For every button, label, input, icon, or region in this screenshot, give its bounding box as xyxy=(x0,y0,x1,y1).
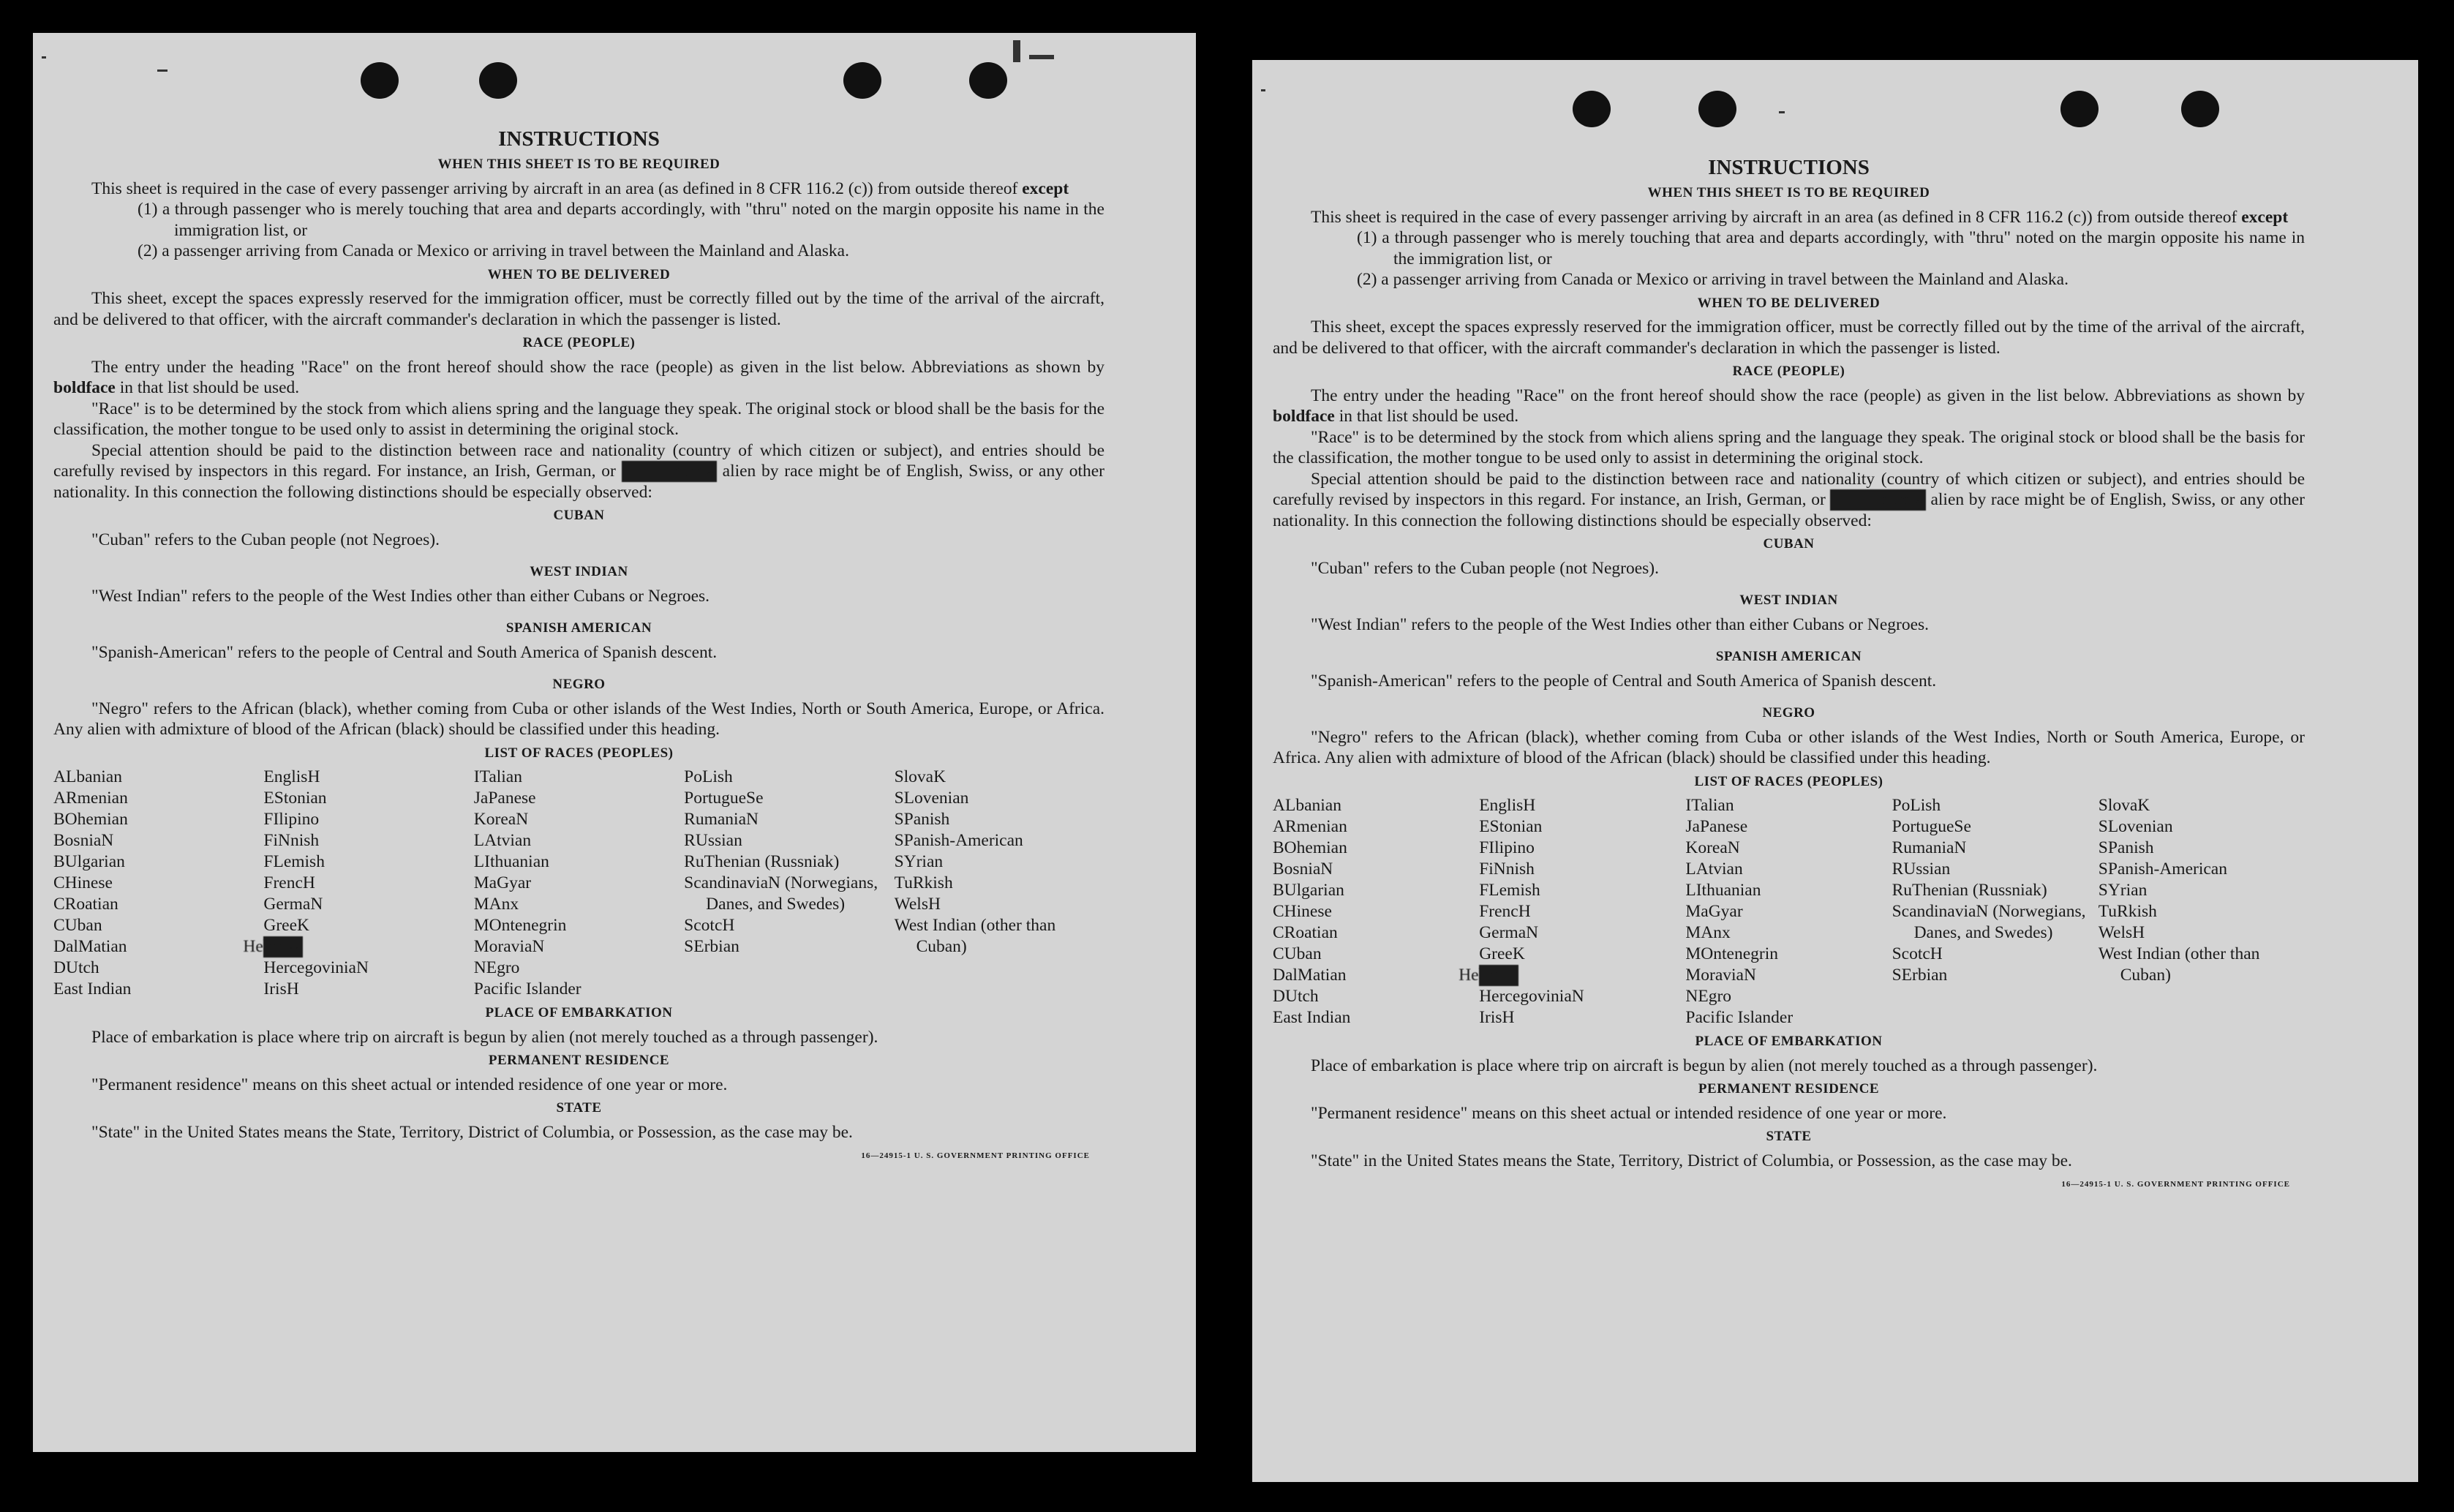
race-entry: FrencH xyxy=(263,873,315,892)
race-entry: LAtvian xyxy=(473,831,532,850)
race-entry: ARmenian xyxy=(1273,817,1347,836)
race-entry: West Indian (other than Cuban) xyxy=(894,916,1056,956)
race-entry: FLemish xyxy=(263,852,325,871)
heading-negro: NEGRO xyxy=(1762,705,1815,721)
redacted-word: HebreW xyxy=(1459,966,1517,985)
race-paragraph-3 xyxy=(53,440,1104,503)
negro-paragraph: "Negro" refers to the African (black), whether coming from Cuba or other islands of the West Indies, North or South America, Europe, or Africa. Any alien with admixture of blood of the African (black) should be classified under this heading. xyxy=(1273,727,2305,767)
residence-paragraph: "Permanent residence" means on this sheet actual or intended residence of one year or more. xyxy=(91,1075,728,1094)
race-entry: MAnx xyxy=(473,895,519,914)
race-entry: West Indian (other than Cuban) xyxy=(2098,944,2260,985)
race-entry: DUtch xyxy=(1273,987,1319,1006)
punch-hole xyxy=(2181,91,2219,127)
race-entry: CHinese xyxy=(1273,902,1332,921)
race-p3-text: Special attention should be paid to the distinction between race and nationality (country of which citizen or subject), and entries should be carefully revised by inspectors in this regard. For instance, an Irish, German, or xyxy=(1273,469,2305,509)
spanish-american-paragraph: "Spanish-American" refers to the people of Central and South America of Spanish descent. xyxy=(91,642,718,662)
race-paragraph-2: "Race" is to be determined by the stock from which aliens spring and the language they speak. The original stock or blood shall be the basis for the classification, the mother tongue to be used only to assist in determining the original stock. xyxy=(1273,427,2305,467)
race-entry xyxy=(1459,965,1685,986)
race-entry: RUssian xyxy=(1892,860,1951,879)
race-entry: RUssian xyxy=(684,831,742,850)
race-entry: NEgro xyxy=(1685,987,1732,1006)
race-p1-bold: boldface xyxy=(1273,407,1335,426)
punch-hole xyxy=(361,62,399,99)
race-p1-end: in that list should be used. xyxy=(1334,407,1519,426)
race-entry: BUlgarian xyxy=(53,852,125,871)
race-entry: SlovaK xyxy=(894,767,946,786)
state-paragraph: "State" in the United States means the State, Territory, District of Columbia, or Possession, as the case may be. xyxy=(91,1122,853,1142)
punch-hole xyxy=(2060,91,2099,127)
heading-embarkation: PLACE OF EMBARKATION xyxy=(485,1005,673,1020)
heading-cuban: CUBAN xyxy=(553,508,605,523)
heading-spanish-american: SPANISH AMERICAN xyxy=(505,620,652,636)
intro-text: This sheet is required in the case of every passenger arriving by aircraft in an area (as defined in 8 CFR 116.2 (c)) from outside thereof xyxy=(1311,207,2242,227)
race-entry: MaGyar xyxy=(1685,902,1743,921)
race-entry: GermaN xyxy=(263,895,323,914)
heading-spanish-american: SPANISH AMERICAN xyxy=(1715,649,1862,664)
race-p1-bold: boldface xyxy=(53,378,116,397)
race-entry: BosniaN xyxy=(53,831,114,850)
page-title: INSTRUCTIONS xyxy=(498,127,660,151)
cuban-paragraph: "Cuban" refers to the Cuban people (not Negroes). xyxy=(91,530,440,549)
heading-residence: PERMANENT RESIDENCE xyxy=(488,1053,670,1068)
race-entry: BUlgarian xyxy=(1273,881,1344,900)
race-paragraph-1 xyxy=(1273,385,2305,427)
race-entry: SLovenian xyxy=(894,789,969,808)
heading-west-indian: WEST INDIAN xyxy=(1739,593,1838,608)
race-entry: EStonian xyxy=(263,789,327,808)
race-entry: SErbian xyxy=(1892,966,1948,985)
race-entry: MoraviaN xyxy=(473,937,545,956)
race-entry: JaPanese xyxy=(1685,817,1748,836)
race-entry: HercegoviniaN xyxy=(263,958,369,977)
exception-item-1: (1) a through passenger who is merely touching that area and departs accordingly, with "thru" noted on the margin opposite his name in the immigration list, or xyxy=(138,200,1104,240)
race-entry: ALbanian xyxy=(1273,796,1341,815)
race-entry: CRoatian xyxy=(1273,923,1338,942)
race-entry: SlovaK xyxy=(2098,796,2150,815)
race-entry xyxy=(243,936,473,958)
race-entry: FIlipino xyxy=(263,810,320,829)
race-entry: SLovenian xyxy=(2098,817,2173,836)
race-entry: FrencH xyxy=(1479,902,1531,921)
delivered-paragraph: This sheet, except the spaces expressly reserved for the immigration officer, must be correctly filled out by the time of the arrival of the aircraft, and be delivered to that officer, with the aircraft commander's declaration in which the passenger is listed. xyxy=(53,289,1104,329)
race-entry: TuRkish xyxy=(894,873,953,892)
race-entry: PortugueSe xyxy=(1892,817,1971,836)
heading-negro: NEGRO xyxy=(552,677,606,692)
paper-speck xyxy=(42,56,46,59)
embarkation-paragraph: Place of embarkation is place where trip on aircraft is begun by alien (not merely touched as a through passenger). xyxy=(1311,1056,2098,1075)
race-entry: TuRkish xyxy=(2098,902,2157,921)
race-entry: WelsH xyxy=(894,895,941,914)
race-entry: SPanish-American xyxy=(894,831,1023,850)
race-entry: EnglisH xyxy=(263,767,320,786)
race-entry: EnglisH xyxy=(1479,796,1536,815)
race-entry: PoLish xyxy=(684,767,733,786)
west-indian-paragraph: "West Indian" refers to the people of the West Indies other than either Cubans or Negroes. xyxy=(1311,614,1930,634)
race-entry: FIlipino xyxy=(1479,838,1535,857)
race-entry: PoLish xyxy=(1892,796,1941,815)
paper-speck xyxy=(1029,55,1054,59)
race-entry: CRoatian xyxy=(53,895,118,914)
races-column xyxy=(1892,795,2099,1028)
sheet-content xyxy=(53,127,1104,1167)
race-entry: EStonian xyxy=(1479,817,1543,836)
heading-embarkation: PLACE OF EMBARKATION xyxy=(1695,1034,1883,1049)
race-entry: GermaN xyxy=(1479,923,1539,942)
race-entry: ScandinaviaN (Norwegians, Danes, and Swedes) xyxy=(1892,902,2086,942)
west-indian-paragraph: "West Indian" refers to the people of the West Indies other than either Cubans or Negroes. xyxy=(91,586,710,606)
heading-race: RACE (PEOPLE) xyxy=(522,335,636,350)
races-column xyxy=(53,767,263,1000)
race-entry: ARmenian xyxy=(53,789,128,808)
redacted-word: Hebrew xyxy=(1830,489,1925,511)
heading-when-required: WHEN THIS SHEET IS TO BE REQUIRED xyxy=(1647,185,1930,200)
race-entry: BOhemian xyxy=(1273,838,1347,857)
heading-when-required: WHEN THIS SHEET IS TO BE REQUIRED xyxy=(437,157,720,172)
race-entry: FiNnish xyxy=(263,831,320,850)
intro-text: This sheet is required in the case of every passenger arriving by aircraft in an area (as defined in 8 CFR 116.2 (c)) from outside thereof xyxy=(91,178,1023,198)
cuban-paragraph: "Cuban" refers to the Cuban people (not Negroes). xyxy=(1311,558,1659,578)
race-entry: SYrian xyxy=(2098,881,2148,900)
heading-when-delivered: WHEN TO BE DELIVERED xyxy=(487,266,671,282)
heading-races-list: LIST OF RACES (PEOPLES) xyxy=(484,745,674,761)
race-entry: BosniaN xyxy=(1273,860,1333,879)
race-entry: ScotcH xyxy=(684,916,735,935)
race-entry: Pacific Islander xyxy=(1685,1008,1794,1027)
redacted-word: Hebrew xyxy=(622,461,717,482)
race-entry: ITalian xyxy=(1685,796,1734,815)
race-paragraph-3 xyxy=(1273,469,2305,532)
page-title: INSTRUCTIONS xyxy=(1708,156,1870,179)
heading-cuban: CUBAN xyxy=(1763,536,1815,552)
heading-state: STATE xyxy=(1766,1129,1812,1144)
intro-except: except xyxy=(1022,178,1069,198)
exception-item-2: (2) a passenger arriving from Canada or Mexico or arriving in travel between the Mainland and Alaska. xyxy=(138,241,849,260)
races-list xyxy=(1273,795,2305,1028)
race-entry: SPanish xyxy=(2098,838,2154,857)
races-column xyxy=(474,767,684,1000)
race-p3-text: Special attention should be paid to the distinction between race and nationality (country of which citizen or subject), and entries should be carefully revised by inspectors in this regard. For instance, an Irish, German, or xyxy=(53,440,1104,481)
race-entry: DUtch xyxy=(53,958,99,977)
race-p3-end: alien by race might be of English, Swiss, or any other nationality. In this connection the following distinctions should be especially observed: xyxy=(1273,490,2305,530)
race-entry: MOntenegrin xyxy=(1685,944,1778,963)
punch-hole xyxy=(1573,91,1611,127)
instruction-sheet-left xyxy=(33,33,1196,1452)
heading-state: STATE xyxy=(556,1100,602,1116)
imprint-line xyxy=(53,1143,1104,1167)
heading-races-list: LIST OF RACES (PEOPLES) xyxy=(1694,773,1883,789)
punch-hole xyxy=(479,62,517,99)
race-entry: LAtvian xyxy=(1685,860,1743,879)
race-entry: MoraviaN xyxy=(1685,966,1756,985)
race-entry: GreeK xyxy=(263,916,310,935)
heading-when-delivered: WHEN TO BE DELIVERED xyxy=(1697,295,1881,311)
race-p1-text: The entry under the heading "Race" on the front hereof should show the race (people) as given in the list below. Abbreviations as shown by xyxy=(91,357,1104,377)
race-entry: RuThenian (Russniak) xyxy=(1892,881,2047,900)
race-entry: RumaniaN xyxy=(1892,838,1967,857)
race-p1-end: in that list should be used. xyxy=(115,378,300,397)
race-entry: East Indian xyxy=(1273,1008,1351,1027)
race-entry: RumaniaN xyxy=(684,810,759,829)
race-entry: ITalian xyxy=(473,767,522,786)
instruction-sheet-right xyxy=(1252,60,2418,1482)
race-entry: DalMatian xyxy=(1273,966,1347,985)
negro-paragraph: "Negro" refers to the African (black), whether coming from Cuba or other islands of the West Indies, North or South America, Europe, or Africa. Any alien with admixture of blood of the African (black) should be classified under this heading. xyxy=(53,699,1104,739)
race-entry: DalMatian xyxy=(53,937,127,956)
redacted-word: HebreW xyxy=(243,937,301,956)
delivered-paragraph: This sheet, except the spaces expressly reserved for the immigration officer, must be correctly filled out by the time of the arrival of the aircraft, and be delivered to that officer, with the aircraft commander's declaration in which the passenger is listed. xyxy=(1273,317,2305,358)
race-entry: SYrian xyxy=(894,852,944,871)
residence-paragraph: "Permanent residence" means on this sheet actual or intended residence of one year or more. xyxy=(1311,1103,1947,1123)
race-entry: BOhemian xyxy=(53,810,128,829)
intro-paragraph xyxy=(1273,207,2305,228)
races-column xyxy=(895,767,1104,1000)
races-column xyxy=(1273,795,1479,1028)
punch-hole xyxy=(1698,91,1736,127)
heading-race: RACE (PEOPLE) xyxy=(1732,364,1845,379)
race-entry: FLemish xyxy=(1479,881,1540,900)
race-entry: SErbian xyxy=(684,937,739,956)
intro-except: except xyxy=(2241,207,2289,227)
race-entry: ScandinaviaN (Norwegians, Danes, and Swedes) xyxy=(684,873,878,914)
paper-speck xyxy=(1013,40,1020,62)
race-entry: CUban xyxy=(53,916,102,935)
race-p3-end: alien by race might be of English, Swiss, or any other nationality. In this connection the following distinctions should be especially observed: xyxy=(53,462,1104,502)
race-entry: GreeK xyxy=(1479,944,1525,963)
embarkation-paragraph: Place of embarkation is place where trip on aircraft is begun by alien (not merely touched as a through passenger). xyxy=(91,1027,878,1047)
races-column xyxy=(1685,795,1892,1028)
races-column xyxy=(2099,795,2305,1028)
race-entry: NEgro xyxy=(473,958,520,977)
race-entry: RuThenian (Russniak) xyxy=(684,852,840,871)
race-entry: WelsH xyxy=(2098,923,2145,942)
race-entry: MAnx xyxy=(1685,923,1731,942)
race-entry: CUban xyxy=(1273,944,1322,963)
race-p1-text: The entry under the heading "Race" on the front hereof should show the race (people) as given in the list below. Abbreviations as shown by xyxy=(1311,385,2305,405)
race-entry: ScotcH xyxy=(1892,944,1943,963)
race-entry: SPanish xyxy=(894,810,950,829)
race-entry: LIthuanian xyxy=(1685,881,1761,900)
paper-speck xyxy=(1779,111,1785,113)
race-entry: CHinese xyxy=(53,873,113,892)
sheet-content xyxy=(1273,155,2305,1195)
state-paragraph: "State" in the United States means the State, Territory, District of Columbia, or Possession, as the case may be. xyxy=(1311,1151,2072,1170)
race-entry: FiNnish xyxy=(1479,860,1535,879)
race-entry: IrisH xyxy=(263,979,299,998)
race-entry: MOntenegrin xyxy=(473,916,567,935)
race-entry: KoreaN xyxy=(473,810,529,829)
race-entry: JaPanese xyxy=(473,789,536,808)
exception-item-1: (1) a through passenger who is merely touching that area and departs accordingly, with "thru" noted on the margin opposite his name in the immigration list, or xyxy=(1357,228,2305,268)
paper-speck xyxy=(157,69,168,72)
race-entry: IrisH xyxy=(1479,1008,1515,1027)
race-paragraph-1 xyxy=(53,357,1104,399)
exception-item-2: (2) a passenger arriving from Canada or Mexico or arriving in travel between the Mainland and Alaska. xyxy=(1357,270,2069,289)
race-paragraph-2: "Race" is to be determined by the stock from which aliens spring and the language they speak. The original stock or blood shall be the basis for the classification, the mother tongue to be used only to assist in determining the original stock. xyxy=(53,399,1104,439)
intro-paragraph xyxy=(53,178,1104,200)
heading-residence: PERMANENT RESIDENCE xyxy=(1698,1081,1880,1097)
printing-office-imprint: 16—24915-1 U. S. GOVERNMENT PRINTING OFFICE xyxy=(861,1151,1090,1160)
race-entry: PortugueSe xyxy=(684,789,764,808)
state-block xyxy=(53,1122,1104,1143)
race-entry: Pacific Islander xyxy=(473,979,581,998)
race-entry: KoreaN xyxy=(1685,838,1740,857)
race-entry: MaGyar xyxy=(473,873,532,892)
races-column xyxy=(1459,795,1685,1028)
paper-speck xyxy=(1261,89,1265,91)
race-entry: ALbanian xyxy=(53,767,122,786)
races-column xyxy=(684,767,894,1000)
imprint-line xyxy=(1273,1171,2305,1195)
heading-west-indian: WEST INDIAN xyxy=(530,564,628,579)
races-list xyxy=(53,767,1104,1000)
printing-office-imprint: 16—24915-1 U. S. GOVERNMENT PRINTING OFFICE xyxy=(2061,1180,2290,1189)
race-entry: LIthuanian xyxy=(473,852,549,871)
punch-hole xyxy=(969,62,1007,99)
race-entry: SPanish-American xyxy=(2098,860,2227,879)
race-entry: East Indian xyxy=(53,979,132,998)
spanish-american-paragraph: "Spanish-American" refers to the people of Central and South America of Spanish descent. xyxy=(1311,671,1937,691)
state-block xyxy=(1273,1151,2305,1172)
race-entry: HercegoviniaN xyxy=(1479,987,1584,1006)
races-column xyxy=(243,767,473,1000)
punch-hole xyxy=(843,62,881,99)
